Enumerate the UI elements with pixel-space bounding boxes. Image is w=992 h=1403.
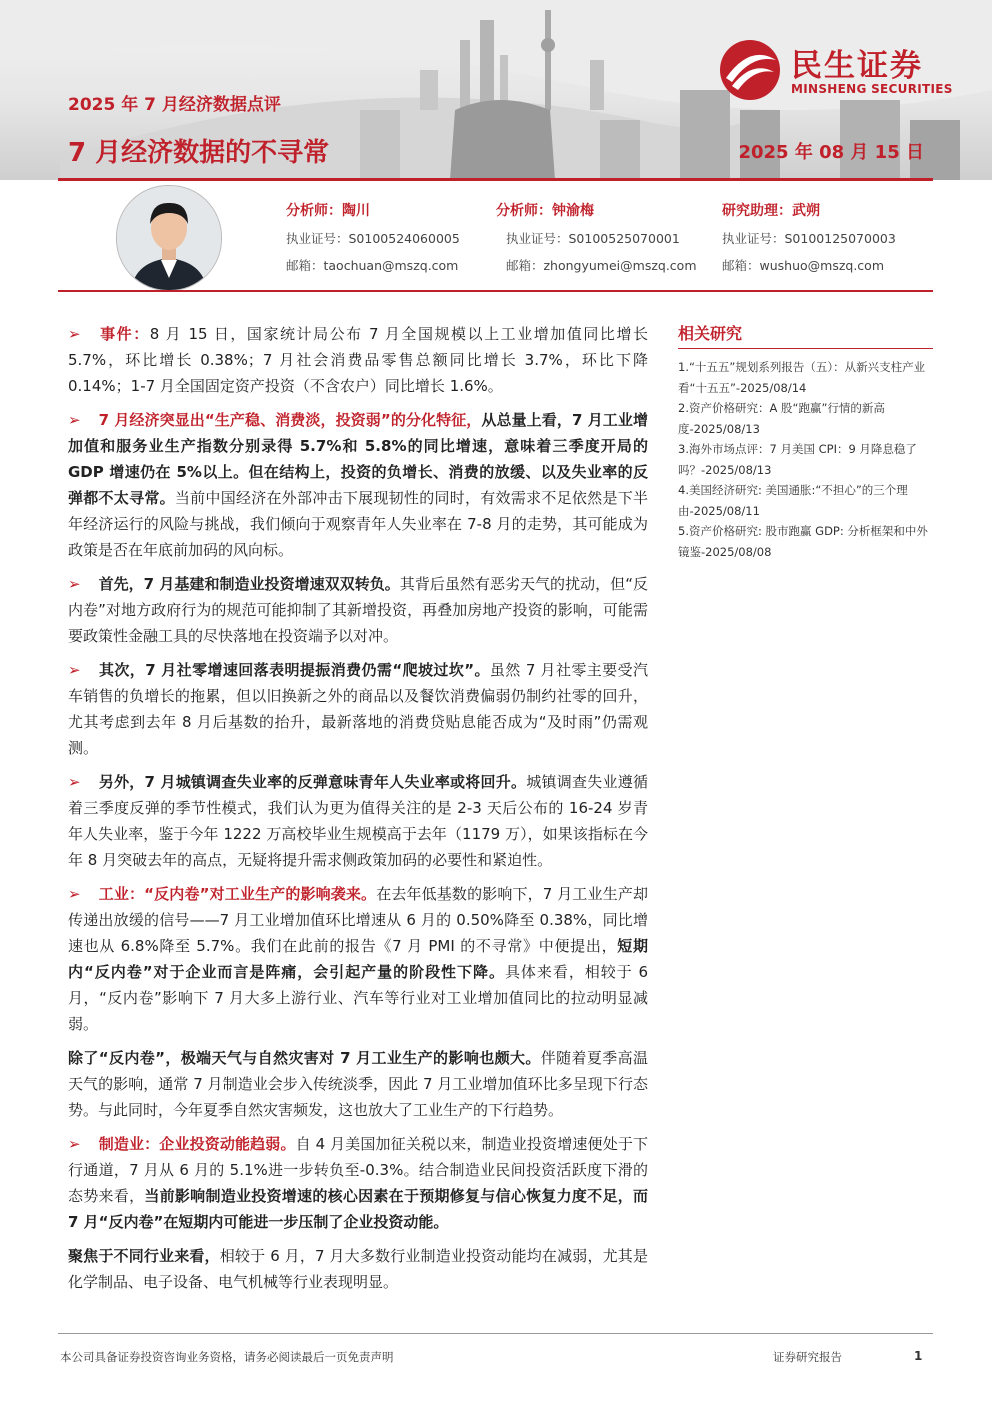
footer-report-type: 证券研究报告: [773, 1350, 842, 1364]
report-title: 7 月经济数据的不寻常: [68, 138, 330, 168]
related-report-link[interactable]: 5.资产价格研究: 股市跑赢 GDP: 分析框架和中外镜鉴-2025/08/08: [678, 524, 928, 559]
arrow-bullet-icon: ➢: [68, 575, 81, 593]
paragraph-manufacturing: ➢ 制造业：企业投资动能趋弱。自 4 月美国加征关税以来，制造业投资增速便处于下行通道，7 月从 6 月的 5.1%进一步转负至-0.3%。结合制造业民间投资活跃度下滑的态势来看，当前影响制造业投资增速的核心因素在于预期修复与信心恢复力度不足，而 7 月“反内卷”在短期内可能进一步压制了企业投资动能。: [68, 1135, 648, 1231]
analyst-email[interactable]: 邮箱：wushuo@mszq.com: [722, 258, 885, 273]
arrow-bullet-icon: ➢: [68, 1135, 81, 1153]
arrow-bullet-icon: ➢: [68, 411, 81, 429]
page-number: 1: [914, 1349, 923, 1363]
minsheng-logo: [718, 38, 968, 102]
analyst-3: [722, 200, 896, 283]
arrow-bullet-icon: ➢: [68, 773, 81, 791]
paragraph-event: ➢ 事件：8 月 15 日，国家统计局公布 7 月全国规模以上工业增加值同比增长 5.7%，环比增长 0.38%；7 月社会消费品零售总额同比增长 3.7%，环比下降 0.14%；1-7 月全国固定资产投资（不含农户）同比增长 1.6%。: [68, 325, 648, 395]
paragraph-industry: ➢ 工业：“反内卷”对工业生产的影响袭来。在去年低基数的影响下，7 月工业生产却传递出放缓的信号——7 月工业增加值环比增速从 6 月的 0.50%降至 0.38%，同比增速也从 6.8%降至 5.7%。我们在此前的报告《7 月 PMI 的不寻常》中便提出，短期内“反内卷”对于企业而言是阵痛，会引起产量的阶段性下降。具体来看，相较于 6 月，“反内卷”影响下 7 月大多上游行业、汽车等行业对工业增加值同比的拉动明显减弱。: [68, 885, 648, 1033]
related-report-link[interactable]: 4.美国经济研究: 美国通胀:“不担心”的三个理由-2025/08/11: [678, 483, 908, 518]
minsheng-logo-icon: [718, 38, 782, 102]
report-series: 2025 年 7 月经济数据点评: [68, 95, 281, 115]
analyst-email[interactable]: 邮箱：zhongyumei@mszq.com: [506, 258, 697, 273]
header-divider: [58, 178, 933, 181]
report-body: [68, 321, 648, 1303]
analyst-name: 分析师：钟渝梅: [496, 203, 594, 219]
paragraph-investment: ➢ 首先，7 月基建和制造业投资增速双双转负。其背后虽然有恶劣天气的扰动，但“反内卷”对地方政府行为的规范可能抑制了其新增投资，再叠加房地产投资的影响，可能需要政策性金融工具的尽快落地在投资端予以对冲。: [68, 575, 648, 645]
analyst-cert: 执业证号：S0100524060005: [286, 231, 460, 246]
analyst-name: 分析师：陶川: [286, 203, 370, 219]
paragraph-weather: 除了“反内卷”，极端天气与自然灾害对 7 月工业生产的影响也颇大。伴随着夏季高温天气的影响，通常 7 月制造业会步入传统淡季，因此 7 月工业增加值环比多呈现下行态势。与此同时，今年夏季自然灾害频发，这也放大了工业生产的下行趋势。: [68, 1049, 648, 1119]
arrow-bullet-icon: ➢: [68, 325, 81, 343]
paragraph-unemployment: ➢ 另外，7 月城镇调查失业率的反弹意味青年人失业率或将回升。城镇调查失业遵循着三季度反弹的季节性模式，我们认为更为值得关注的是 2-3 天后公布的 16-24 岁青年人失业率，鉴于今年 1222 万高校毕业生规模高于去年（1179 万），如果该指标在今年 8 月突破去年的高点，无疑将提升需求侧政策加码的必要性和紧迫性。: [68, 773, 648, 869]
footer-divider: [58, 1333, 933, 1334]
analyst-cert: 执业证号：S0100125070003: [722, 231, 896, 246]
paragraph-consumption: ➢ 其次，7 月社零增速回落表明提振消费仍需“爬坡过坎”。虽然 7 月社零主要受汽车销售的负增长的拖累，但以旧换新之外的商品以及餐饮消费偏弱仍制约社零的回升，尤其考虑到去年 8 月后基数的抬升，最新落地的消费贷贴息能否成为“及时雨”仍需观测。: [68, 661, 648, 757]
analyst-divider: [58, 290, 933, 292]
related-report-link[interactable]: 3.海外市场点评：7 月美国 CPI：9 月降息稳了吗？-2025/08/13: [678, 442, 917, 477]
paragraph-sectors: 聚焦于不同行业来看，相较于 6 月，7 月大多数行业制造业投资动能均在减弱，尤其是化学制品、电子设备、电气机械等行业表现明显。: [68, 1247, 648, 1291]
related-report-link[interactable]: 2.资产价格研究：A 股“跑赢”行情的新高度-2025/08/13: [678, 401, 885, 436]
analyst-email[interactable]: 邮箱：taochuan@mszq.com: [286, 258, 459, 273]
analyst-cert: 执业证号：S0100525070001: [506, 231, 680, 246]
arrow-bullet-icon: ➢: [68, 885, 81, 903]
related-report-link[interactable]: 1.“十五五”规划系列报告（五）：从新兴支柱产业看“十五五”-2025/08/14: [678, 360, 926, 395]
analyst-portrait-icon: [117, 186, 221, 290]
related-research-sidebar: [678, 321, 933, 562]
analyst-photo: [116, 185, 222, 291]
analyst-name: 研究助理：武朔: [722, 203, 820, 219]
report-date: 2025 年 08 月 15 日: [738, 142, 924, 163]
logo-text-cn: 民生证券: [791, 48, 923, 84]
analyst-1: [286, 200, 460, 283]
arrow-bullet-icon: ➢: [68, 661, 81, 679]
sidebar-title: 相关研究: [678, 324, 743, 343]
analyst-2: [496, 200, 697, 283]
sidebar-divider: [678, 348, 933, 349]
footer-disclaimer: 本公司具备证券投资咨询业务资格，请务必阅读最后一页免责声明: [60, 1350, 394, 1364]
logo-text-en: MINSHENG SECURITIES: [791, 82, 953, 96]
paragraph-overview: ➢ 7 月经济突显出“生产稳、消费淡，投资弱”的分化特征，从总量上看，7 月工业增加值和服务业生产指数分别录得 5.7%和 5.8%的同比增速，意味着三季度开局的 GDP 增速仍在 5%以上。但在结构上，投资的负增长、消费的放缓、以及失业率的反弹都不太寻常。当前中国经济在外部冲击下展现韧性的同时，有效需求不足依然是下半年经济运行的风险与挑战，我们倾向于观察青年人失业率在 7-8 月的走势，其可能成为政策是否在年底前加码的风向标。: [68, 411, 648, 559]
